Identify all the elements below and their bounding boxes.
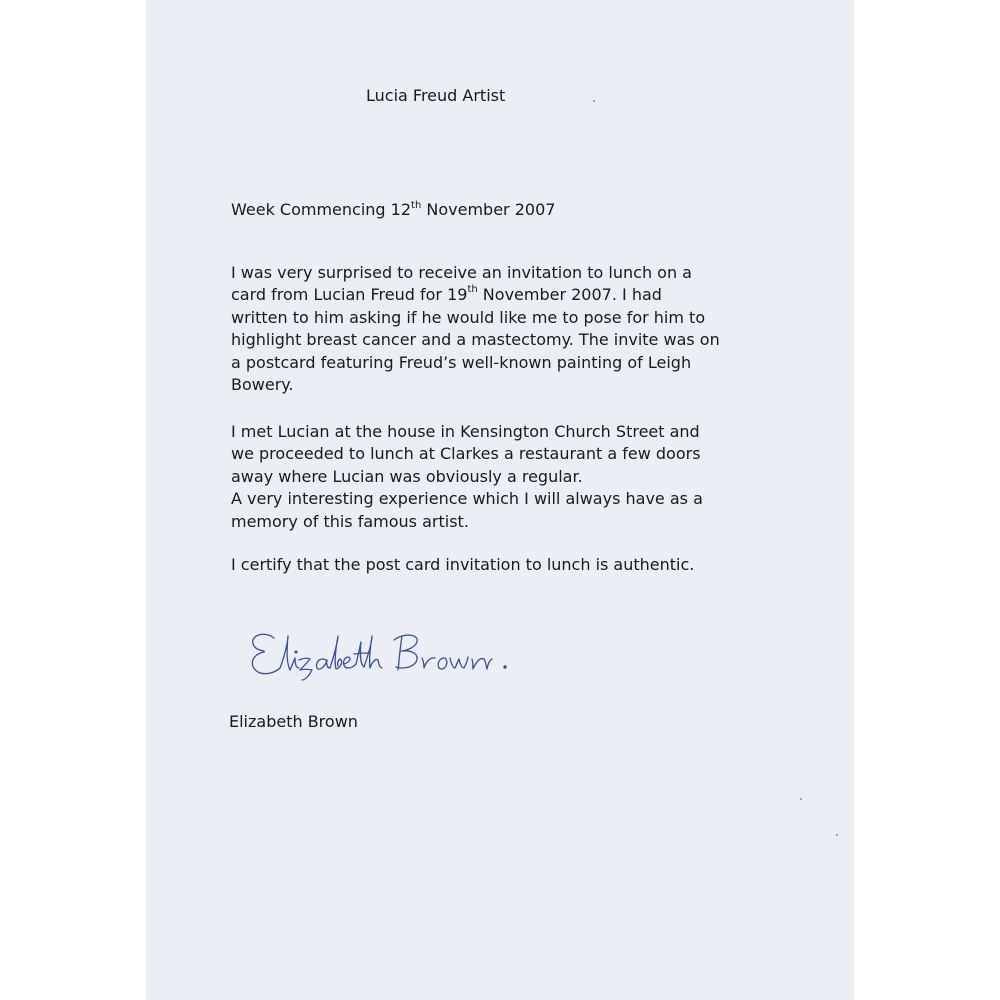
paragraph-line: I was very surprised to receive an invitation to lunch on a xyxy=(231,263,692,282)
paragraph-lunch xyxy=(231,421,731,533)
signature-stroke xyxy=(299,658,312,680)
paper-speck xyxy=(800,798,802,800)
signature-stroke xyxy=(438,658,447,669)
paragraph-line: we proceeded to lunch at Clarkes a restaurant a few doors xyxy=(231,444,701,464)
signature-stroke xyxy=(450,657,468,668)
signature-stroke xyxy=(398,636,402,670)
signature-dot xyxy=(504,666,506,668)
week-prefix: Week Commencing 12 xyxy=(231,200,412,219)
week-ordinal: th xyxy=(411,200,422,211)
signature-stroke xyxy=(422,658,435,668)
signature-stroke xyxy=(330,636,342,669)
paragraph-line: I certify that the post card invitation to lunch is authentic. xyxy=(231,555,695,574)
paragraph-line: a postcard featuring Freud’s well-known painting of Leigh xyxy=(231,352,692,372)
paragraph-line: I met Lucian at the house in Kensington Church Street and xyxy=(231,422,700,441)
handwritten-signature xyxy=(244,622,534,682)
week-suffix: November 2007 xyxy=(421,200,556,219)
line-ordinal: th xyxy=(467,284,478,296)
signature-stroke xyxy=(344,657,357,668)
paragraph-line: Bowery. xyxy=(231,374,294,394)
signature-stroke xyxy=(290,658,299,670)
paragraph-line: memory of this famous artist. xyxy=(231,511,469,531)
signature-stroke xyxy=(354,653,370,654)
signature-stroke xyxy=(364,636,382,668)
paragraph-line: A very interesting experience which I will always have as a xyxy=(231,489,703,509)
signature-stroke xyxy=(394,635,417,668)
signature-stroke xyxy=(472,659,492,669)
paragraph-invitation xyxy=(231,262,731,396)
week-commencing-line xyxy=(231,200,555,219)
letter-heading: Lucia Freud Artist xyxy=(366,86,506,105)
signature-stroke xyxy=(316,659,330,669)
signature-stroke xyxy=(252,634,280,673)
paper-speck xyxy=(836,834,838,836)
line-suffix: November 2007. I had xyxy=(477,285,662,305)
signature-dot xyxy=(295,651,297,653)
paragraph-line: highlight breast cancer and a mastectomy. The invite was on xyxy=(231,330,720,350)
paragraph-certification xyxy=(231,554,731,576)
signature-stroke xyxy=(280,636,290,670)
paragraph-line: away where Lucian was obviously a regular. xyxy=(231,466,583,486)
paragraph-line: written to him asking if he would like me to pose for him to xyxy=(231,307,706,327)
signatory-name: Elizabeth Brown xyxy=(229,712,358,731)
signature-stroke xyxy=(356,642,364,667)
line-prefix: card from Lucian Freud for 19 xyxy=(231,285,468,305)
paragraph-line xyxy=(231,284,731,306)
paper-speck xyxy=(593,100,595,102)
